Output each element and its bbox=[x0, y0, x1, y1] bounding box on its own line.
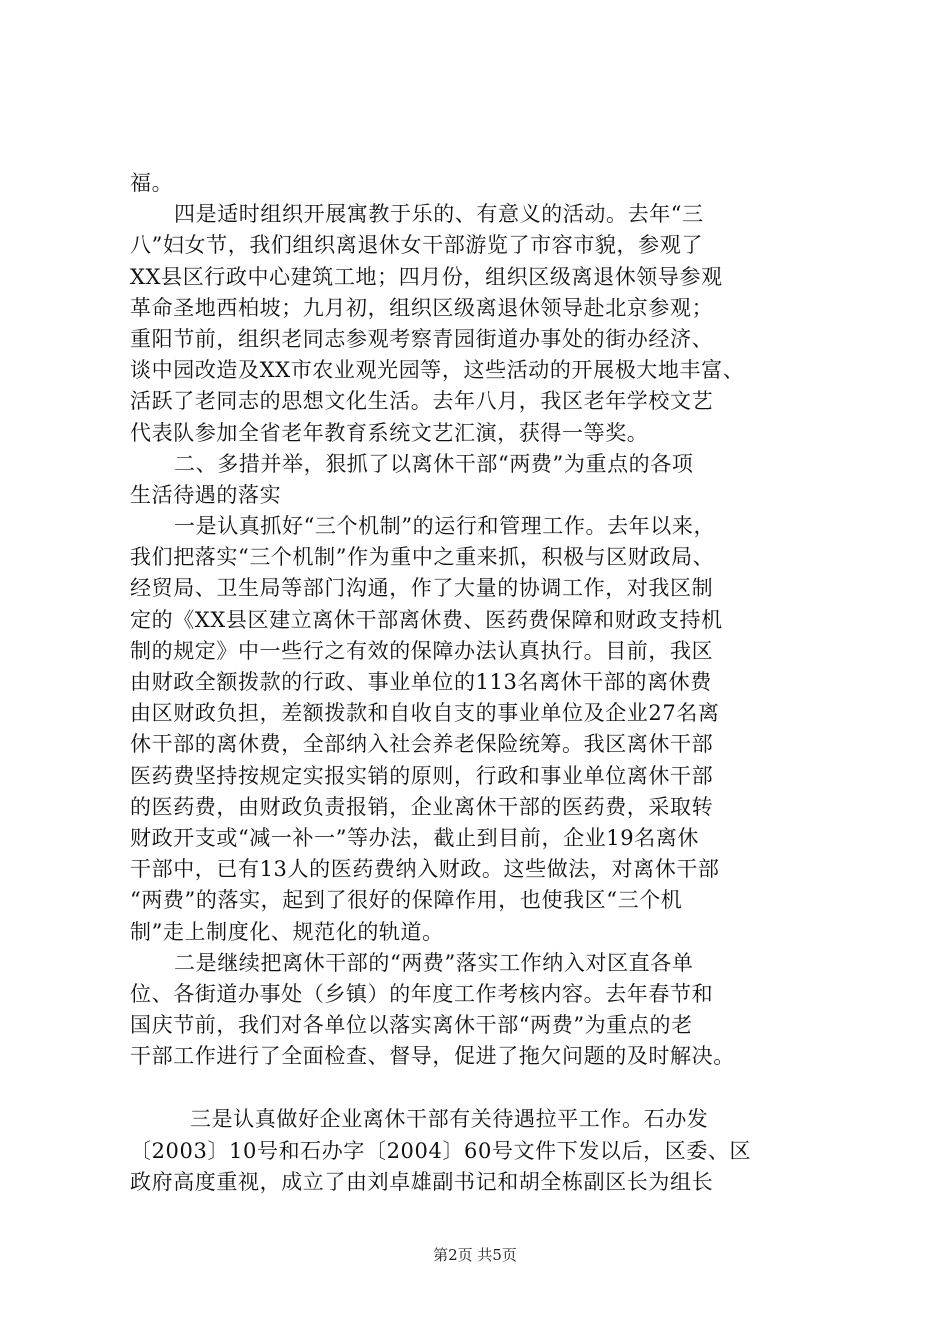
text-line: XX县区行政中心建筑工地；四月份，组织区级离退休领导参观 bbox=[130, 264, 723, 289]
text-line: 谈中园改造及XX市农业观光园等，这些活动的开展极大地丰富、 bbox=[130, 358, 745, 383]
text-line: 位、各街道办事处（乡镇）的年度工作考核内容。去年春节和 bbox=[130, 981, 714, 1006]
page-footer bbox=[0, 1244, 950, 1265]
section-heading-line: 二、多措并举，狠抓了以离休干部“两费”为重点的各项 bbox=[174, 451, 694, 476]
text-line: 八”妇女节，我们组织离退休女干部游览了市容市貌，参观了 bbox=[130, 233, 703, 258]
paragraph-start-line: 一是认真抓好“三个机制”的运行和管理工作。去年以来， bbox=[174, 514, 716, 539]
section-heading-line: 生活待遇的落实 bbox=[130, 482, 282, 507]
text-line: 活跃了老同志的思想文化生活。去年八月，我区老年学校文艺 bbox=[130, 389, 714, 414]
text-line: 经贸局、卫生局等部门沟通，作了大量的协调工作，对我区制 bbox=[130, 576, 714, 601]
text-line: 革命圣地西柏坡；九月初，组织区级离退休领导赴北京参观； bbox=[130, 295, 714, 320]
text-line: 的医药费，由财政负责报销，企业离休干部的医药费，采取转 bbox=[130, 794, 714, 819]
text-line: 〔2003〕10号和石办字〔2004〕60号文件下发以后，区委、区 bbox=[130, 1138, 752, 1163]
text-line: 干部中，已有13人的医药费纳入财政。这些做法，对离休干部 bbox=[130, 857, 720, 882]
text-line: 政府高度重视，成立了由刘卓雄副书记和胡全栋副区长为组长 bbox=[130, 1169, 714, 1194]
text-line: 由区财政负担，差额拨款和自收自支的事业单位及企业27名离 bbox=[130, 701, 720, 726]
text-line: 财政开支或“减一补一”等办法，截止到目前，企业19名离休 bbox=[130, 825, 699, 850]
text-line: 由财政全额拨款的行政、事业单位的113名离休干部的离休费 bbox=[130, 670, 712, 694]
paragraph-start-line: 二是继续把离休干部的“两费”落实工作纳入对区直各单 bbox=[174, 950, 694, 975]
page-number-label: 第2页 共5页 bbox=[433, 1246, 517, 1264]
paragraph-start-line: 三是认真做好企业离休干部有关待遇拉平工作。石办发 bbox=[190, 1107, 709, 1132]
text-line: 代表队参加全省老年教育系统文艺汇演，获得一等奖。 bbox=[130, 420, 649, 445]
paragraph-start-line: 四是适时组织开展寓教于乐的、有意义的活动。去年“三 bbox=[174, 202, 704, 227]
text-line: 福。 bbox=[130, 171, 174, 195]
text-line: 制的规定》中一些行之有效的保障办法认真执行。目前，我区 bbox=[130, 638, 714, 663]
text-line: 医药费坚持按规定实报实销的原则，行政和事业单位离休干部 bbox=[130, 763, 714, 788]
body-text bbox=[130, 168, 830, 1198]
text-line: 我们把落实“三个机制”作为重中之重来抓，积极与区财政局、 bbox=[130, 545, 715, 570]
paragraph-gap bbox=[130, 1072, 830, 1104]
text-line: 重阳节前，组织老同志参观考察青园街道办事处的街办经济、 bbox=[130, 326, 714, 351]
text-line: 制”走上制度化、规范化的轨道。 bbox=[130, 919, 444, 944]
text-line: 国庆节前，我们对各单位以落实离休干部“两费”为重点的老 bbox=[130, 1013, 693, 1038]
text-line: 休干部的离休费，全部纳入社会养老保险统筹。我区离休干部 bbox=[130, 732, 714, 757]
text-line: 定的《XX县区建立离休干部离休费、医药费保障和财政支持机 bbox=[130, 607, 723, 632]
text-line: “两费”的落实，起到了很好的保障作用，也使我区“三个机 bbox=[130, 888, 683, 913]
text-line: 干部工作进行了全面检查、督导，促进了拖欠问题的及时解决。 bbox=[130, 1044, 735, 1069]
